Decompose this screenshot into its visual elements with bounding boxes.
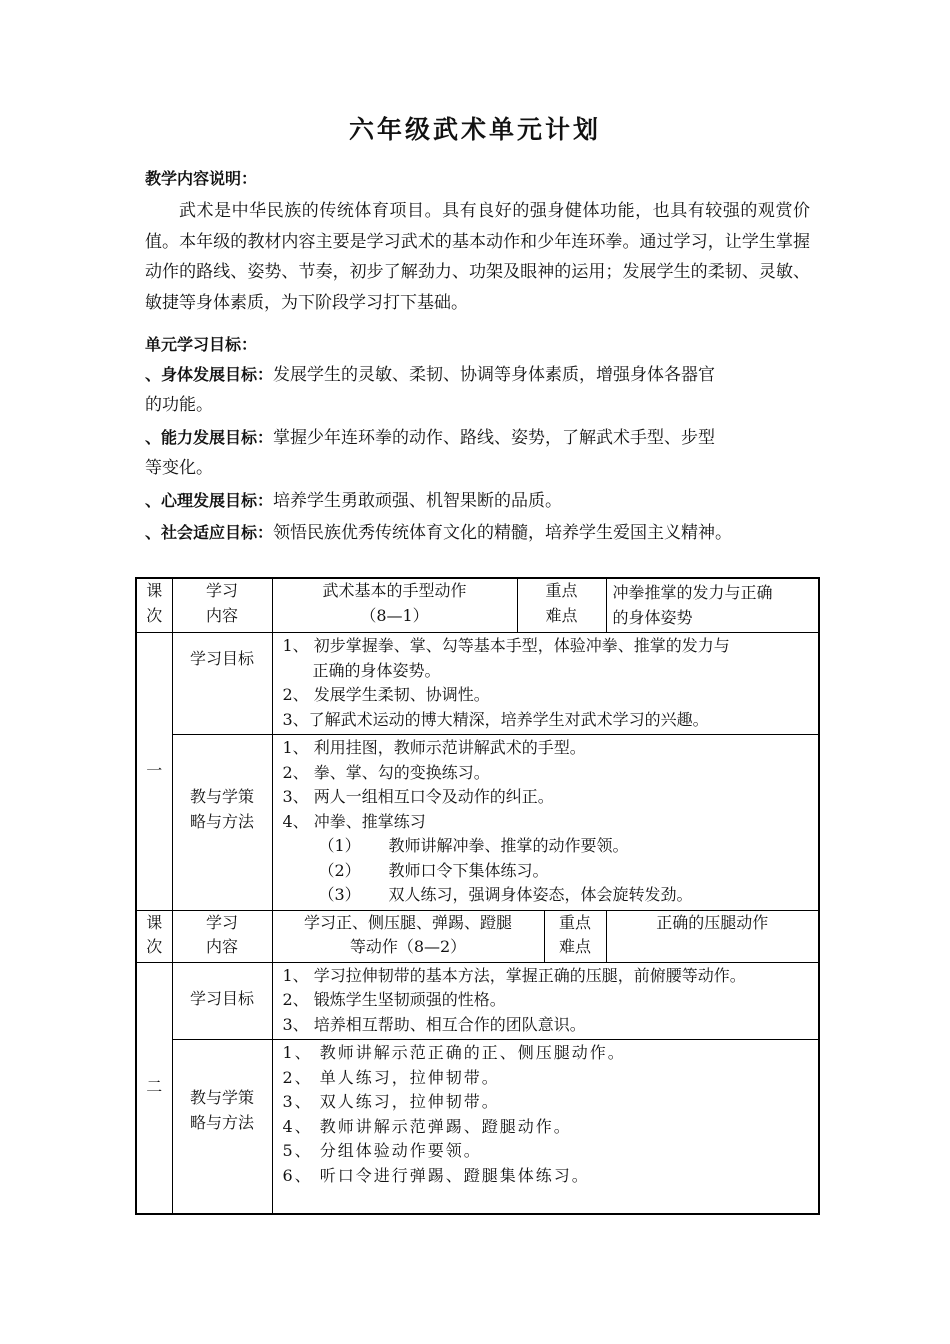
- lesson-number-label: 课 次: [136, 578, 172, 633]
- desc-line: 观赏价值。本年级的教材内容主要是学习武术的基本动作和少年连环拳。通过学: [145, 201, 811, 252]
- goal-label: 、身体发展目标：: [145, 365, 274, 384]
- lesson-content: 学习正、侧压腿、弹踢、蹬腿 等动作（8—2）: [272, 910, 544, 962]
- desc-line: 武术是中华民族的传统体育项目。具有良好的强身健体功能，也具有较强的: [179, 201, 758, 221]
- goal-physical: [145, 360, 810, 420]
- goal-ability: [145, 423, 810, 483]
- list-item: 3、 两人一组相互口令及动作的纠正。: [282, 787, 554, 806]
- lesson-header-row: [136, 578, 819, 633]
- goal-label: 学习目标: [172, 962, 272, 1040]
- content-desc-paragraph: [145, 196, 810, 318]
- list-item: 1、 利用挂图，教师示范讲解武术的手型。: [282, 738, 586, 757]
- sub-list-item: （2） 教师口令下集体练习。: [318, 860, 549, 880]
- goal-text-cont: 的功能。: [145, 395, 213, 415]
- goal-list: [272, 633, 819, 735]
- goal-text: 掌握少年连环拳的动作、路线、姿势，了解武术手型、步型: [273, 428, 716, 448]
- lesson-content: 武术基本的手型动作 （8—1）: [272, 578, 517, 633]
- lesson-header-row: [136, 910, 819, 962]
- page-title: 六年级武术单元计划: [348, 115, 601, 144]
- key-difficulty-text: 冲拳推掌的发力与正确 的身体姿势: [606, 578, 819, 633]
- list-item: 3、了解武术运动的博大精深，培养学生对武术学习的兴趣。: [282, 709, 709, 729]
- list-item: 4、 冲拳、推掌练习: [282, 811, 426, 831]
- list-item: 5、 分组体验动作要领。: [282, 1141, 482, 1160]
- lesson-number: 一: [136, 633, 172, 911]
- key-difficulty-label: 重点 难点: [544, 910, 606, 962]
- list-item: 6、 听口令进行弹踢、蹬腿集体练习。: [282, 1165, 590, 1185]
- goal-label: 、社会适应目标：: [145, 523, 274, 542]
- lesson-goals-row: [136, 633, 819, 735]
- list-item: 1、 学习拉伸韧带的基本方法，掌握正确的压腿，前俯腰等动作。: [282, 965, 746, 985]
- lesson-number: 二: [136, 962, 172, 1214]
- key-difficulty-label: 重点 难点: [517, 578, 606, 633]
- lesson-methods-row: [136, 735, 819, 911]
- method-list: [272, 735, 819, 911]
- list-item: 正确的身体姿势。: [312, 660, 441, 680]
- method-label: 教与学策 略与方法: [172, 735, 272, 911]
- list-item: 2、 发展学生柔韧、协调性。: [282, 685, 490, 704]
- content-label: 学习 内容: [172, 578, 272, 633]
- goal-label: 、心理发展目标：: [145, 491, 274, 510]
- desc-line: 习，让学生掌握动作的路线、姿势、节奏，初步了解劲力、功架及眼神的运用；: [145, 231, 811, 282]
- sub-list-item: （1） 教师讲解冲拳、推掌的动作要领。: [318, 836, 629, 855]
- unit-goals-heading: 单元学习目标：: [145, 335, 258, 354]
- list-item: 2、 锻炼学生坚韧顽强的性格。: [282, 990, 506, 1009]
- list-item: 2、 拳、掌、勾的变换练习。: [282, 762, 490, 782]
- goal-text: 领悟民族优秀传统体育文化的精髓，培养学生爱国主义精神。: [273, 523, 733, 543]
- list-item: 2、 单人练习，拉伸韧带。: [282, 1067, 500, 1087]
- goal-label: 学习目标: [172, 633, 272, 735]
- lesson-number-label: 课 次: [136, 910, 172, 962]
- lesson-plan-table: [135, 577, 820, 1215]
- method-list: [272, 1040, 819, 1214]
- lesson-goals-row: [136, 962, 819, 1040]
- lesson-methods-row: [136, 1040, 819, 1214]
- desc-line: 发展学生的柔韧、灵敏、敏捷等身体素质，为下阶段学习打下基础。: [145, 262, 811, 313]
- list-item: 3、 培养相互帮助、相互合作的团队意识。: [282, 1014, 586, 1034]
- goal-list: [272, 962, 819, 1040]
- key-difficulty-text: 正确的压腿动作: [606, 910, 819, 962]
- sub-list-item: （3） 双人练习，强调身体姿态，体会旋转发劲。: [318, 885, 693, 904]
- list-item: 1、 教师讲解示范正确的正、侧压腿动作。: [282, 1043, 626, 1062]
- content-desc-heading: 教学内容说明：: [145, 169, 258, 188]
- method-label: 教与学策 略与方法: [172, 1040, 272, 1214]
- goal-mental: [145, 486, 810, 516]
- goal-label: 、能力发展目标：: [145, 428, 274, 447]
- list-item: 4、 教师讲解示范弹踢、蹬腿动作。: [282, 1116, 572, 1136]
- goal-text: 发展学生的灵敏、柔韧、协调等身体素质，增强身体各器官: [273, 365, 716, 385]
- list-item: 1、 初步掌握拳、掌、勾等基本手型，体验冲拳、推掌的发力与: [282, 636, 730, 655]
- list-item: 3、 双人练习，拉伸韧带。: [282, 1092, 500, 1111]
- goal-text: 培养学生勇敢顽强、机智果断的品质。: [273, 491, 563, 511]
- goal-text-cont: 等变化。: [145, 458, 213, 478]
- content-label: 学习 内容: [172, 910, 272, 962]
- goal-social: [145, 518, 810, 548]
